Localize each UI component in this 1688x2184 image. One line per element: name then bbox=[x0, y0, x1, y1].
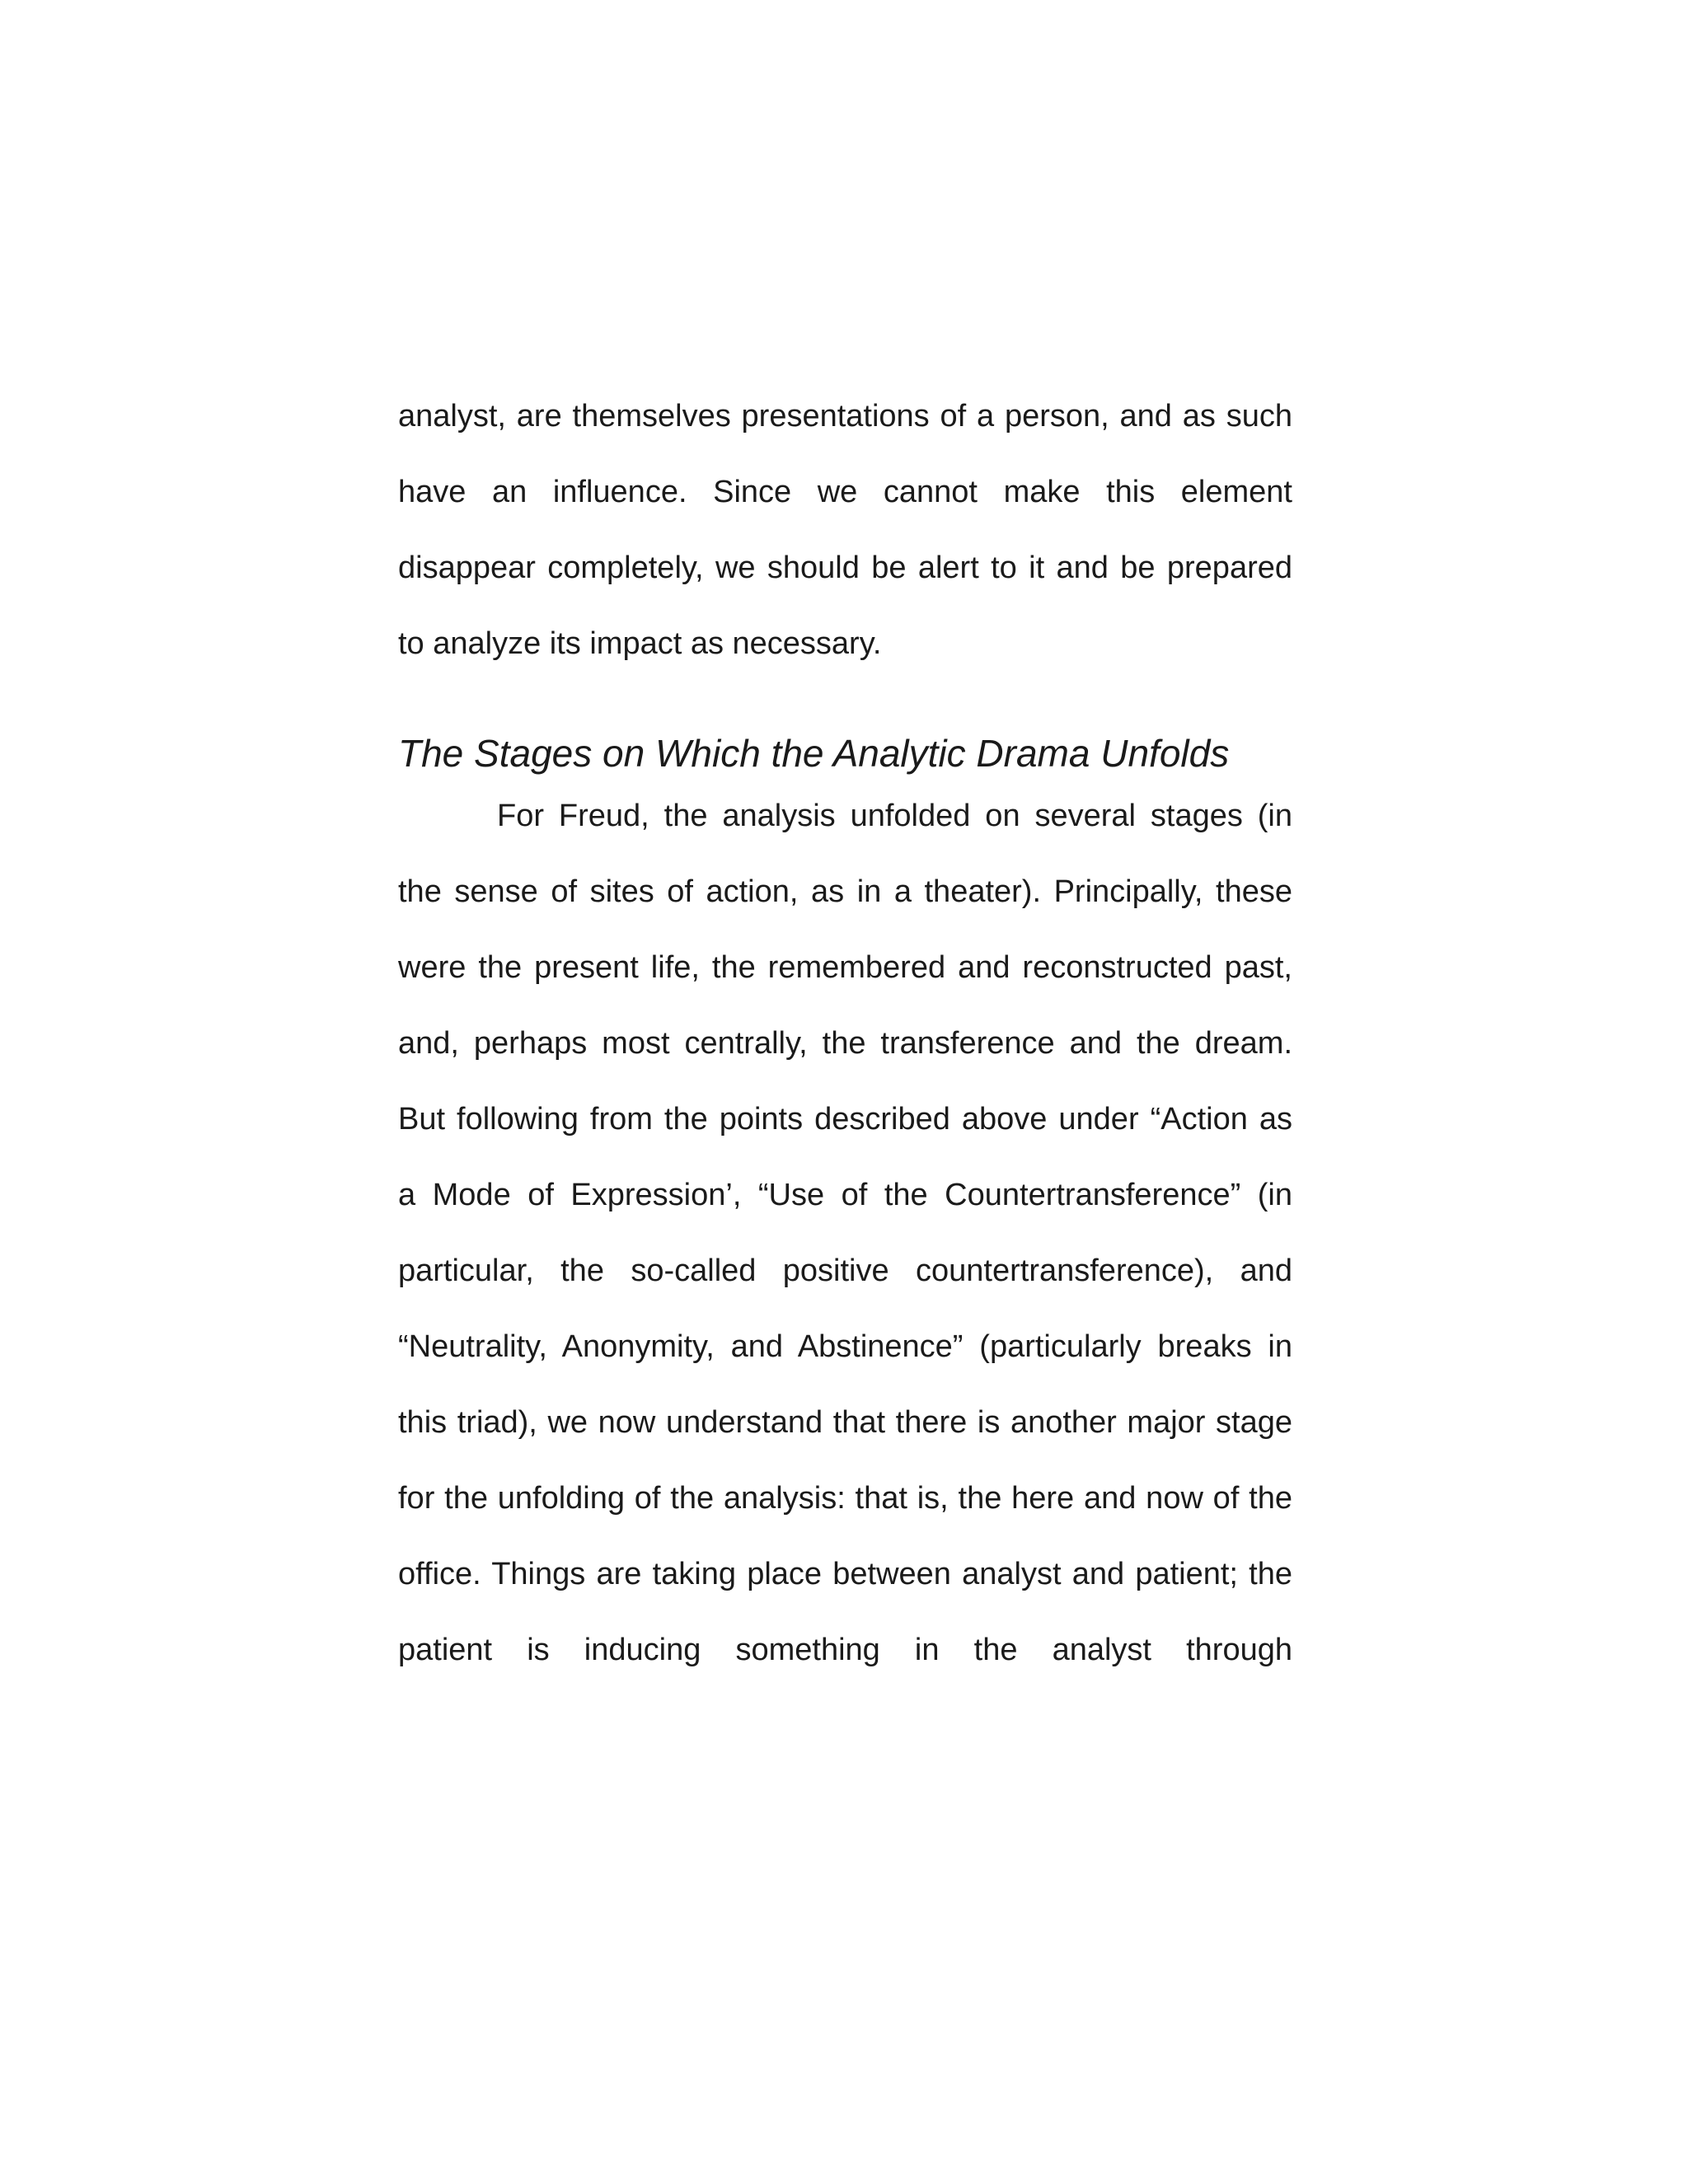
body-paragraph: For Freud, the analysis unfolded on several stages (in the sense of sites of action, as in a theater). Principally, these were the present life, the remembered and reconstructed past, and, perhaps most centrally, the transference and the dream. But following from the points described above under “Action as a Mode of Expression’, “Use of the Countertransference” (in particular, the so-called positive countertransference), and “Neutrality, Anonymity, and Abstinence” (particularly breaks in this triad), we now understand that there is another major stage for the unfolding of the analysis: that is, the here and now of the office. Things are taking place between analyst and patient; the patient is inducing something in the analyst through bbox=[398, 799, 1292, 1667]
section-heading: The Stages on Which the Analytic Drama Unfolds bbox=[398, 732, 1230, 775]
body-paragraph: analyst, are themselves presentations of a person, and as such have an influence. Since we cannot make this element disappear completely, we should be alert to it and be prepared to analyze its impact as necessary. bbox=[398, 399, 1292, 661]
